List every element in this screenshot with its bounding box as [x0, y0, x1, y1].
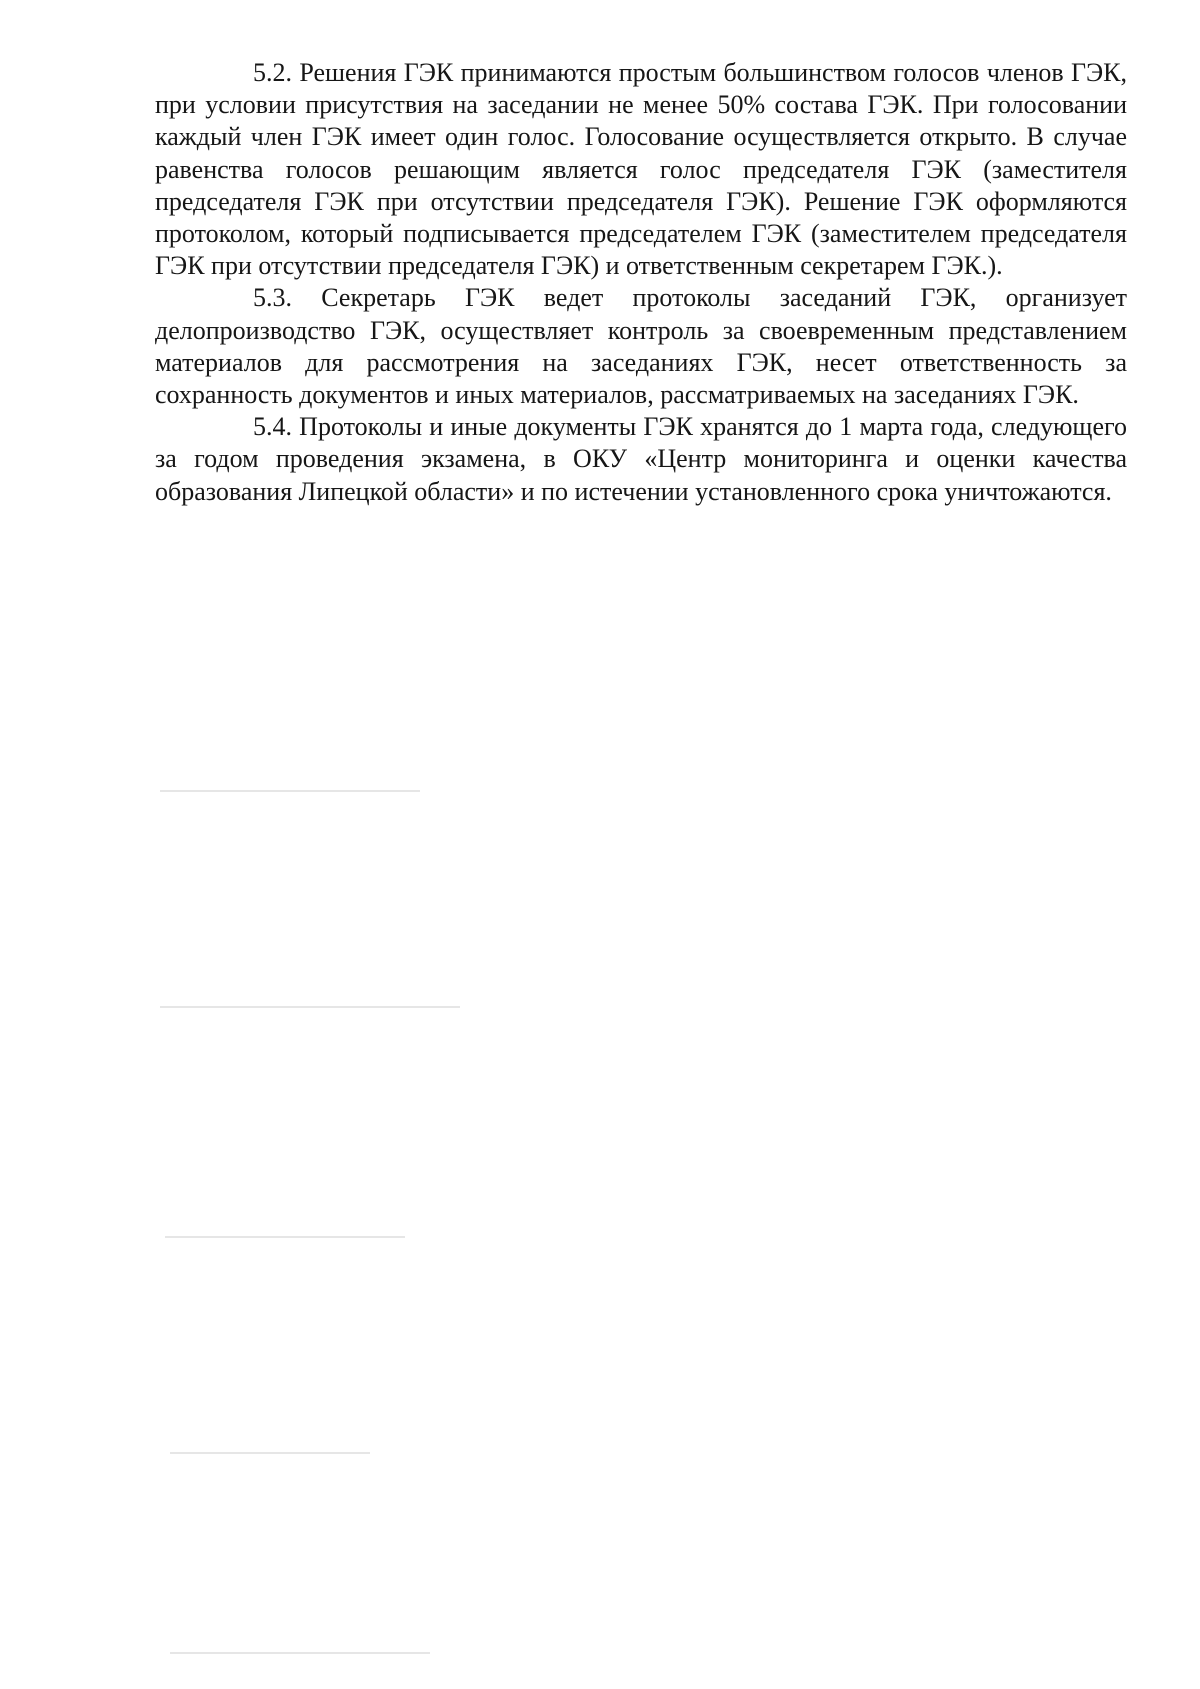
scan-artifact [160, 1006, 460, 1008]
scan-artifact [165, 1236, 405, 1238]
document-body [155, 57, 1127, 508]
paragraph-5-2: 5.2. Решения ГЭК принимаются простым большинством голосов членов ГЭК, при условии присутствия на заседании не менее 50% состава ГЭК. При голосовании каждый член ГЭК имеет один голос. Голосование осуществляется открыто. В случае равенства голосов решающим является голос председателя ГЭК (заместителя председателя ГЭК при отсутствии председателя ГЭК). Решение ГЭК оформляются протоколом, который подписывается председателем ГЭК (заместителем председателя ГЭК при отсутствии председателя ГЭК) и ответственным секретарем ГЭК.). [155, 58, 1127, 281]
scan-artifact [170, 1452, 370, 1454]
paragraph-5-3: 5.3. Секретарь ГЭК ведет протоколы заседаний ГЭК, организует делопроизводство ГЭК, осуществляет контроль за своевременным представлением материалов для рассмотрения на заседаниях ГЭК, несет ответственность за сохранность документов и иных материалов, рассматриваемых на заседаниях ГЭК. [155, 283, 1127, 410]
paragraph-5-4: 5.4. Протоколы и иные документы ГЭК хранятся до 1 марта года, следующего за годом проведения экзамена, в ОКУ «Центр мониторинга и оценки качества образования Липецкой области» и по истечении установленного срока уничтожаются. [155, 412, 1127, 506]
scan-artifact [160, 790, 420, 792]
scan-artifact [170, 1652, 430, 1654]
